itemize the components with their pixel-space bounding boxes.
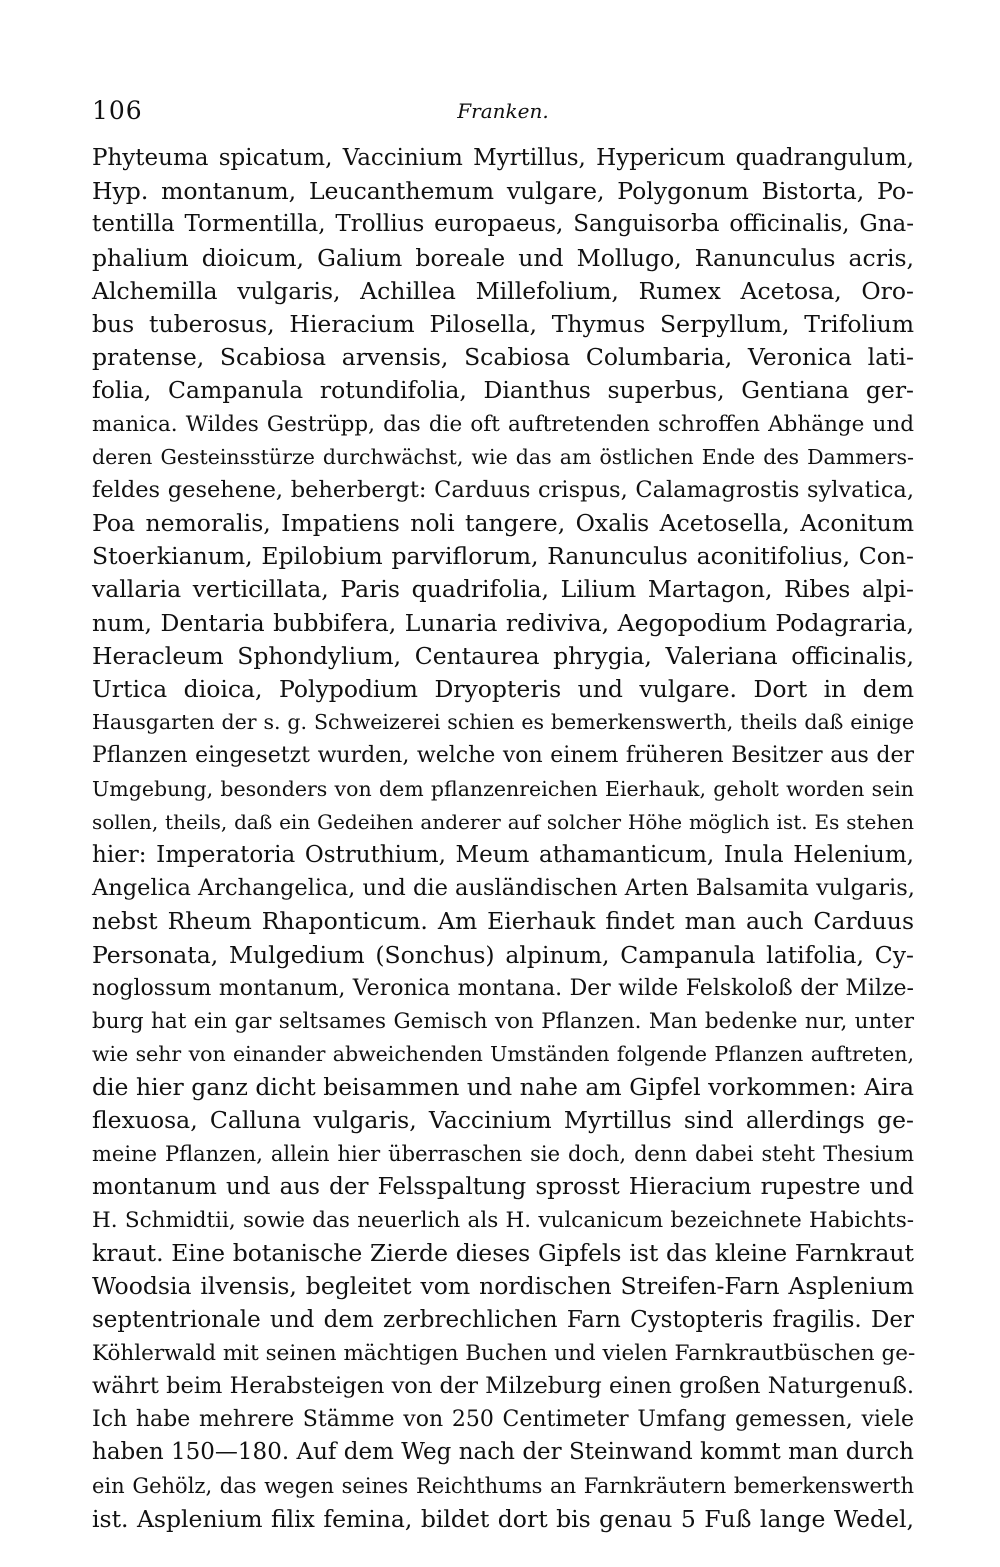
text-line: Phyteuma spicatum, Vaccinium Myrtillus, Hypericum quadrangulum, <box>92 145 914 171</box>
text-line: pratense, Scabiosa arvensis, Scabiosa Columbaria, Veronica lati- <box>92 343 914 372</box>
text-line: Woodsia ilvensis, begleitet vom nordischen Streifen-Farn Asplenium <box>92 1272 914 1301</box>
text-line: Urtica dioica, Polypodium Dryopteris und vulgare. Dort in dem <box>92 675 914 703</box>
text-line: septentrionale und dem zerbrechlichen Farn Cystopteris fragilis. Der <box>92 1306 914 1333</box>
text-line: nebst Rheum Rhaponticum. Am Eierhauk findet man auch Carduus <box>92 907 914 936</box>
text-line: Stoerkianum, Epilobium parviflorum, Ranunculus aconitifolius, Con- <box>92 542 914 571</box>
text-line: Ich habe mehrere Stämme von 250 Centimeter Umfang gemessen, viele <box>92 1407 914 1433</box>
text-line: Hausgarten der s. g. Schweizerei schien es bemerkenswerth, theils daß einige <box>92 710 914 735</box>
text-line: Angelica Archangelica, und die ausländischen Arten Balsamita vulgaris, <box>92 875 915 902</box>
running-title: Franken. <box>457 99 549 123</box>
text-line: Hyp. montanum, Leucanthemum vulgare, Polygonum Bistorta, Po- <box>92 177 914 206</box>
text-line: Heracleum Sphondylium, Centaurea phrygia, Valeriana officinalis, <box>92 641 914 670</box>
text-line: Alchemilla vulgaris, Achillea Millefolium, Rumex Acetosa, Oro- <box>92 276 914 305</box>
text-line: phalium dioicum, Galium boreale und Mollugo, Ranunculus acris, <box>92 243 914 272</box>
text-line: noglossum montanum, Veronica montana. Der wilde Felskoloß der Milze- <box>92 975 914 1001</box>
text-line: haben 150—180. Auf dem Weg nach der Steinwand kommt man durch <box>92 1439 914 1466</box>
text-line: Personata, Mulgedium (Sonchus) alpinum, Campanula latifolia, Cy- <box>92 940 914 969</box>
text-line: meine Pflanzen, allein hier überraschen sie doch, denn dabei steht Thesium <box>92 1141 914 1166</box>
text-line: deren Gesteinsstürze durchwächst, wie das am östlichen Ende des Dammers- <box>92 444 914 469</box>
text-line: ist. Asplenium filix femina, bildet dort bis genau 5 Fuß lange Wedel, <box>92 1504 914 1533</box>
running-head <box>92 96 914 132</box>
text-line: burg hat ein gar seltsames Gemisch von Pflanzen. Man bedenke nur, unter <box>92 1008 914 1034</box>
text-line: vallaria verticillata, Paris quadrifolia, Lilium Martagon, Ribes alpi- <box>92 575 914 604</box>
text-line: Pflanzen eingesetzt wurden, welche von einem früheren Besitzer aus der <box>92 743 914 769</box>
page-number: 106 <box>92 96 143 125</box>
text-line: folia, Campanula rotundifolia, Dianthus superbus, Gentiana ger- <box>92 376 914 405</box>
text-line: num, Dentaria bubbifera, Lunaria rediviva, Aegopodium Podagraria, <box>92 608 914 637</box>
text-line: tentilla Tormentilla, Trollius europaeus, Sanguisorba officinalis, Gna- <box>92 211 914 238</box>
text-line: die hier ganz dicht beisammen und nahe am Gipfel vorkommen: Aira <box>92 1073 914 1102</box>
text-line: sollen, theils, daß ein Gedeihen anderer auf solcher Höhe möglich ist. Es stehen <box>92 809 914 834</box>
text-line: währt beim Herabsteigen von der Milzeburg einen großen Naturgenuß. <box>92 1372 914 1399</box>
body-text <box>92 142 914 1536</box>
text-line: H. Schmidtii, sowie das neuerlich als H. vulcanicum bezeichnete Habichts- <box>92 1208 914 1233</box>
text-line: Umgebung, besonders von dem pflanzenreichen Eierhauk, geholt worden sein <box>92 776 914 801</box>
text-line: Köhlerwald mit seinen mächtigen Buchen und vielen Farnkrautbüschen ge- <box>92 1340 916 1366</box>
text-line: kraut. Eine botanische Zierde dieses Gipfels ist das kleine Farnkraut <box>92 1239 914 1268</box>
text-line: montanum und aus der Felsspaltung sprosst Hieracium rupestre und <box>92 1173 914 1200</box>
text-line: hier: Imperatoria Ostruthium, Meum athamanticum, Inula Helenium, <box>92 841 914 868</box>
text-line: flexuosa, Calluna vulgaris, Vaccinium Myrtillus sind allerdings ge- <box>92 1106 914 1135</box>
text-line: feldes gesehene, beherbergt: Carduus crispus, Calamagrostis sylvatica, <box>92 476 914 503</box>
text-line: bus tuberosus, Hieracium Pilosella, Thymus Serpyllum, Trifolium <box>92 309 914 338</box>
text-line: ein Gehölz, das wegen seines Reichthums an Farnkräutern bemerkenswerth <box>92 1473 914 1498</box>
text-line: Poa nemoralis, Impatiens noli tangere, Oxalis Acetosella, Aconitum <box>92 509 914 538</box>
text-line: wie sehr von einander abweichenden Umständen folgende Pflanzen auftreten, <box>92 1042 914 1067</box>
text-line: manica. Wildes Gestrüpp, das die oft auftretenden schroffen Abhänge und <box>92 411 914 437</box>
